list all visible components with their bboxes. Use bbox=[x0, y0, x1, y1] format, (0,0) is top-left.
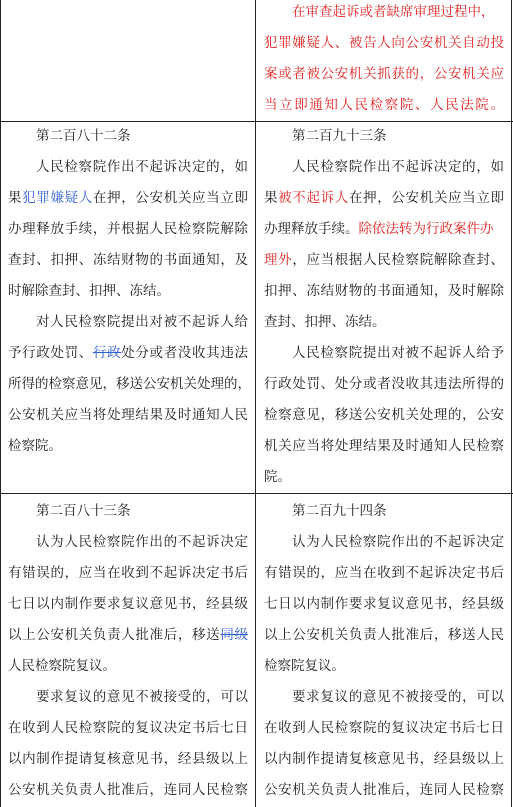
text-segment: 时解除查封、扣押、冻结。 bbox=[8, 283, 170, 299]
text-segment: 处分或者没收其违法 bbox=[121, 345, 248, 361]
text-line bbox=[264, 282, 504, 300]
text-segment: 人民检察院作出不起诉决定的，如 bbox=[292, 159, 504, 175]
text-line bbox=[292, 688, 504, 706]
text-line bbox=[36, 158, 248, 176]
text-segment: 要求复议的意见不被接受的，可以 bbox=[292, 689, 504, 705]
text-line bbox=[8, 626, 248, 644]
text-line bbox=[264, 719, 504, 737]
text-line bbox=[264, 437, 504, 455]
text-segment: 同级 bbox=[220, 627, 248, 643]
text-segment: 果 bbox=[264, 190, 279, 206]
text-segment: 以上公安机关负责人批准后，移送 bbox=[8, 627, 221, 643]
text-line bbox=[292, 344, 504, 362]
text-segment: 在收到人民检察院的复议决定书后七日 bbox=[264, 720, 504, 736]
text-segment: 被不起诉人 bbox=[278, 190, 349, 206]
text-line bbox=[8, 406, 248, 424]
text-line bbox=[264, 313, 504, 331]
text-line bbox=[8, 251, 248, 269]
text-segment: 认为人民检察院作出的不起诉决定 bbox=[36, 534, 248, 550]
text-segment: 办理释放手续，并根据人民检察院解除 bbox=[8, 221, 248, 237]
text-segment: 人民检察院作出不起诉决定的，如 bbox=[36, 159, 248, 175]
text-segment: 果 bbox=[8, 190, 23, 206]
text-segment: 以上公安机关负责人批准后，移送人民 bbox=[264, 627, 504, 643]
text-line bbox=[8, 437, 248, 455]
text-segment: 行政 bbox=[92, 345, 122, 361]
text-line bbox=[8, 564, 248, 582]
text-segment: 扣押、冻结财物的书面通知，及时解除 bbox=[264, 283, 504, 299]
text-line bbox=[264, 96, 504, 114]
text-line bbox=[8, 781, 248, 799]
text-segment: ，应当根据人民检察院解除查封、 bbox=[292, 252, 504, 268]
text-segment: 对人民检察院提出对被不起诉人给 bbox=[36, 314, 248, 330]
text-segment: 机关应当将处理结果及时通知人民检察 bbox=[264, 438, 504, 454]
text-line bbox=[292, 3, 504, 21]
text-line bbox=[264, 468, 504, 486]
text-segment: 以内制作提请复核意见书，经县级以上 bbox=[264, 751, 504, 767]
text-segment: 认为人民检察院作出的不起诉决定 bbox=[292, 534, 504, 550]
text-segment: 理外 bbox=[264, 252, 293, 268]
text-segment: 七日以内制作要求复议意见书，经县级 bbox=[264, 596, 504, 612]
text-segment: 行政处罚、处分或者没收其违法所得的 bbox=[264, 376, 504, 392]
article-heading: 第二百八十三条 bbox=[36, 503, 131, 519]
text-line bbox=[36, 688, 248, 706]
text-segment: 查封、扣押、冻结财物的书面通知，及 bbox=[8, 252, 248, 268]
text-segment: 犯罪嫌疑人、被告人向公安机关自动投 bbox=[264, 35, 504, 51]
text-line bbox=[8, 595, 248, 613]
text-line bbox=[264, 34, 504, 52]
text-line bbox=[8, 189, 248, 207]
text-segment: 在押，公安机关应当立即 bbox=[348, 190, 504, 206]
text-segment: 在收到人民检察院的复议决定书后七日 bbox=[8, 720, 248, 736]
text-line bbox=[8, 719, 248, 737]
text-segment: 要求复议的意见不被接受的，可以 bbox=[36, 689, 248, 705]
text-segment: 公安机关应当将处理结果及时通知人民 bbox=[8, 407, 248, 423]
text-line bbox=[8, 750, 248, 768]
article-heading: 第二百八十二条 bbox=[36, 128, 131, 144]
text-line bbox=[8, 220, 248, 238]
text-line bbox=[8, 344, 248, 362]
text-line bbox=[36, 313, 248, 331]
text-segment: 办理释放手续。 bbox=[264, 221, 359, 237]
text-segment: 除依法转为行政案件办 bbox=[358, 221, 494, 237]
text-segment: 检察院复议。 bbox=[264, 658, 345, 674]
text-segment: 以内制作提请复核意见书，经县级以上 bbox=[8, 751, 248, 767]
text-segment: 公安机关负责人批准后，连同人民检察 bbox=[8, 782, 248, 798]
table-row-divider-1 bbox=[0, 121, 513, 122]
article-heading: 第二百九十三条 bbox=[292, 128, 387, 144]
text-line bbox=[264, 750, 504, 768]
text-segment: 所得的检察意见，移送公安机关处理的， bbox=[8, 376, 251, 392]
text-line bbox=[264, 375, 504, 393]
text-line bbox=[8, 657, 248, 675]
text-line bbox=[264, 657, 504, 675]
text-segment: 有错误的，应当在收到不起诉决定书后 bbox=[8, 565, 248, 581]
text-segment: 检察院。 bbox=[8, 438, 62, 454]
text-line bbox=[292, 533, 504, 551]
text-line bbox=[264, 65, 504, 83]
text-line bbox=[264, 781, 504, 799]
text-segment: 检察意见，移送公安机关处理的，公安 bbox=[264, 407, 504, 423]
text-segment: 人民检察院复议。 bbox=[8, 658, 116, 674]
text-segment: 当立即通知人民检察院、人民法院。 bbox=[264, 97, 504, 113]
text-line bbox=[264, 595, 504, 613]
text-segment: 在审查起诉或者缺席审理过程中， bbox=[292, 4, 495, 20]
text-line bbox=[264, 189, 504, 207]
text-segment: 查封、扣押、冻结。 bbox=[264, 314, 386, 330]
text-line bbox=[264, 626, 504, 644]
text-segment: 在押，公安机关应当立即 bbox=[92, 190, 248, 206]
text-line bbox=[264, 564, 504, 582]
text-line bbox=[264, 220, 504, 238]
table-row-divider-2 bbox=[0, 493, 513, 494]
text-segment: 七日以内制作要求复议意见书，经县级 bbox=[8, 596, 248, 612]
text-line bbox=[264, 406, 504, 424]
text-segment: 有错误的，应当在收到不起诉决定书后 bbox=[264, 565, 504, 581]
text-segment: 公安机关负责人批准后，连同人民检察 bbox=[264, 782, 504, 798]
article-heading: 第二百九十四条 bbox=[292, 503, 387, 519]
text-line bbox=[8, 282, 248, 300]
text-segment: 犯罪嫌疑人 bbox=[22, 190, 93, 206]
text-line bbox=[8, 375, 251, 393]
text-segment: 人民检察院提出对被不起诉人给予 bbox=[292, 345, 504, 361]
text-line bbox=[292, 158, 504, 176]
text-segment: 案或者被公安机关抓获的，公安机关应 bbox=[264, 66, 504, 82]
text-segment: 予行政处罚、 bbox=[8, 345, 93, 361]
text-line bbox=[36, 533, 248, 551]
text-segment: 院。 bbox=[264, 469, 291, 485]
text-line bbox=[264, 251, 504, 269]
